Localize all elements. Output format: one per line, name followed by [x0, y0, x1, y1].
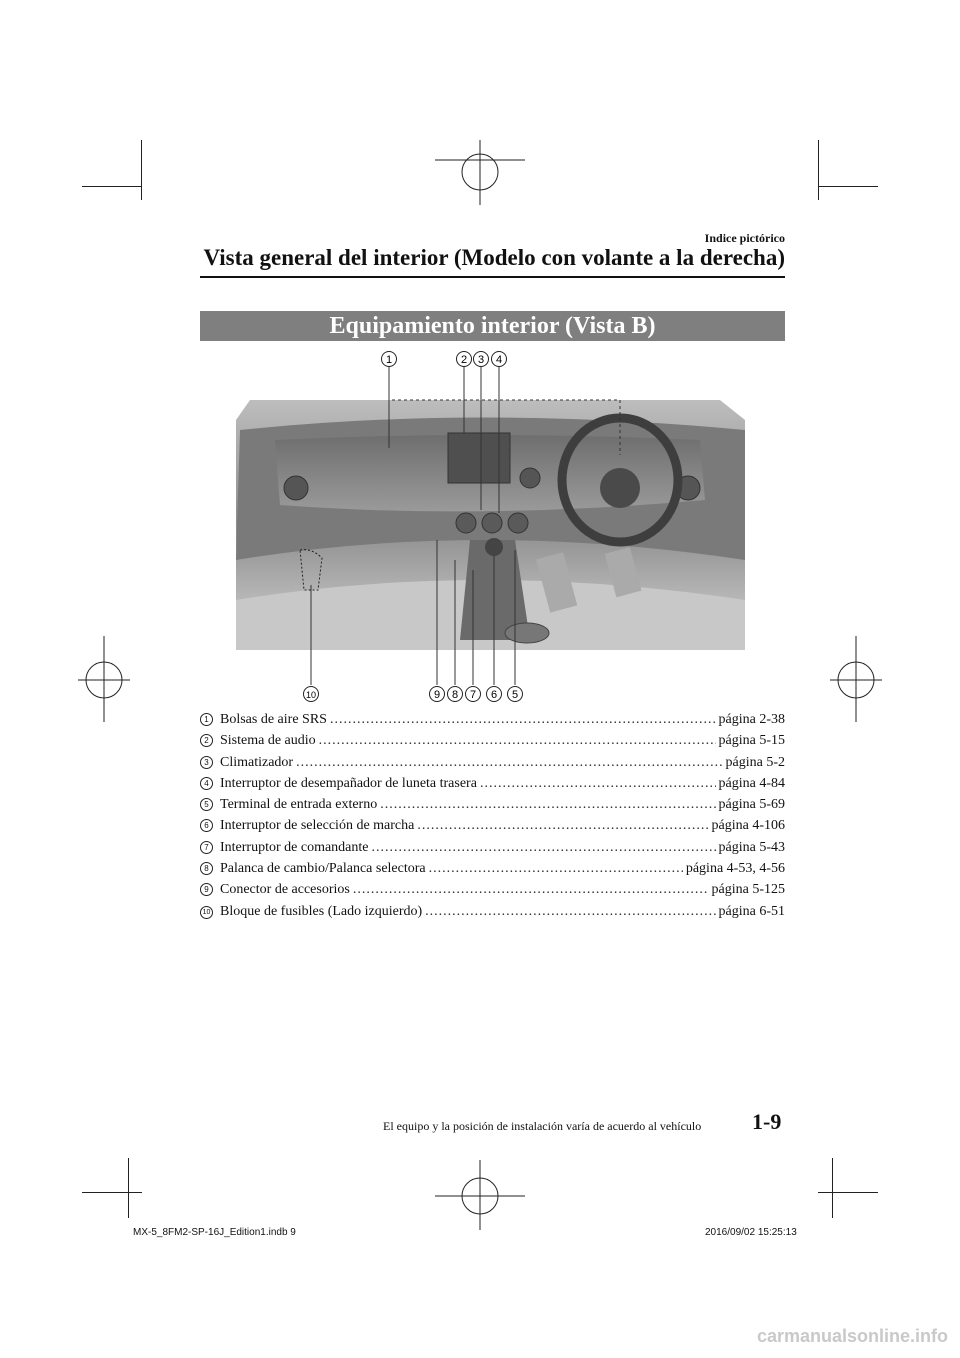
- callout-3: [474, 352, 489, 367]
- page-ref: página 5-43: [718, 839, 785, 855]
- list-item: [200, 840, 785, 861]
- leader-dots: [330, 712, 716, 728]
- svg-text:8: 8: [451, 689, 459, 701]
- date-info: 2016/09/02 15:25:13: [705, 1227, 797, 1238]
- section-label: Indice pictórico: [704, 231, 785, 245]
- leader-dots: [425, 904, 715, 920]
- item-label: Conector de accesorios: [220, 882, 350, 898]
- list-item: [200, 861, 785, 882]
- leader-dots: [429, 861, 683, 877]
- list-item: [200, 797, 785, 818]
- footer-note: El equipo y la posición de instalación varía de acuerdo al vehículo: [383, 1119, 702, 1133]
- callout-5: [508, 687, 523, 702]
- section-banner: Equipamiento interior (Vista B): [200, 311, 785, 341]
- leader-dots: [319, 733, 716, 749]
- item-number: 2: [200, 734, 213, 747]
- watermark: carmanualsonline.info: [756, 1326, 948, 1346]
- list-item: [200, 712, 785, 733]
- item-number: 7: [200, 841, 213, 854]
- item-label: Terminal de entrada externo: [220, 797, 378, 813]
- leader-dots: [380, 797, 715, 813]
- item-number: 6: [200, 819, 213, 832]
- list-item: [200, 818, 785, 839]
- item-label: Bloque de fusibles (Lado izquierdo): [220, 903, 423, 919]
- svg-text:10: 10: [305, 690, 317, 700]
- item-number: 3: [200, 756, 213, 769]
- svg-text:9: 9: [433, 689, 441, 701]
- svg-text:5: 5: [511, 689, 519, 701]
- item-label: Interruptor de comandante: [220, 839, 369, 855]
- item-list: [200, 712, 785, 925]
- svg-text:2: 2: [460, 354, 468, 366]
- item-label: Climatizador: [220, 754, 294, 770]
- leader-dots: [372, 840, 716, 856]
- list-item: [200, 882, 785, 903]
- item-number: 9: [200, 883, 213, 896]
- page-title: Vista general del interior (Modelo con volante a la derecha): [203, 245, 785, 270]
- page-ref: página 5-2: [725, 754, 785, 770]
- item-label: Sistema de audio: [220, 733, 316, 749]
- svg-text:3: 3: [477, 354, 485, 366]
- svg-text:7: 7: [469, 689, 477, 701]
- list-item: [200, 733, 785, 754]
- page-ref: página 4-84: [718, 775, 785, 791]
- list-item: [200, 776, 785, 797]
- callout-2: [457, 352, 472, 367]
- item-number: 5: [200, 798, 213, 811]
- page-ref: página 6-51: [718, 903, 785, 919]
- leader-dots: [353, 882, 709, 898]
- item-label: Bolsas de aire SRS: [220, 712, 327, 727]
- page-ref: página 5-125: [711, 882, 785, 898]
- item-number: 8: [200, 862, 213, 875]
- file-info: MX-5_8FM2-SP-16J_Edition1.indb 9: [133, 1227, 296, 1238]
- list-item: [200, 755, 785, 776]
- page-number: 1-9: [752, 1109, 782, 1134]
- page-ref: página 5-15: [718, 733, 785, 749]
- page-ref: página 4-53, 4-56: [685, 861, 785, 877]
- leader-dots: [480, 776, 716, 792]
- callout-6: [487, 687, 502, 702]
- callout-4: [492, 352, 507, 367]
- item-number: 1: [200, 713, 213, 726]
- item-label: Interruptor de selección de marcha: [220, 818, 415, 834]
- callout-10: [304, 687, 319, 702]
- page-ref: página 4-106: [711, 818, 785, 834]
- svg-text:6: 6: [490, 689, 498, 701]
- item-label: Interruptor de desempañador de luneta trasera: [220, 775, 477, 791]
- callout-7: [466, 687, 481, 702]
- page-ref: página 5-69: [718, 797, 785, 813]
- callout-8: [448, 687, 463, 702]
- svg-text:4: 4: [495, 354, 503, 366]
- list-item: [200, 904, 785, 925]
- item-label: Palanca de cambio/Palanca selectora: [220, 861, 426, 877]
- callout-9: [430, 687, 445, 702]
- page-ref: página 2-38: [718, 712, 785, 727]
- leader-dots: [417, 818, 708, 834]
- svg-text:1: 1: [385, 354, 393, 366]
- leader-dots: [296, 755, 722, 771]
- item-number: 4: [200, 777, 213, 790]
- callout-1: [382, 352, 397, 367]
- item-number: 10: [200, 906, 213, 919]
- cabin-shape: [236, 400, 745, 650]
